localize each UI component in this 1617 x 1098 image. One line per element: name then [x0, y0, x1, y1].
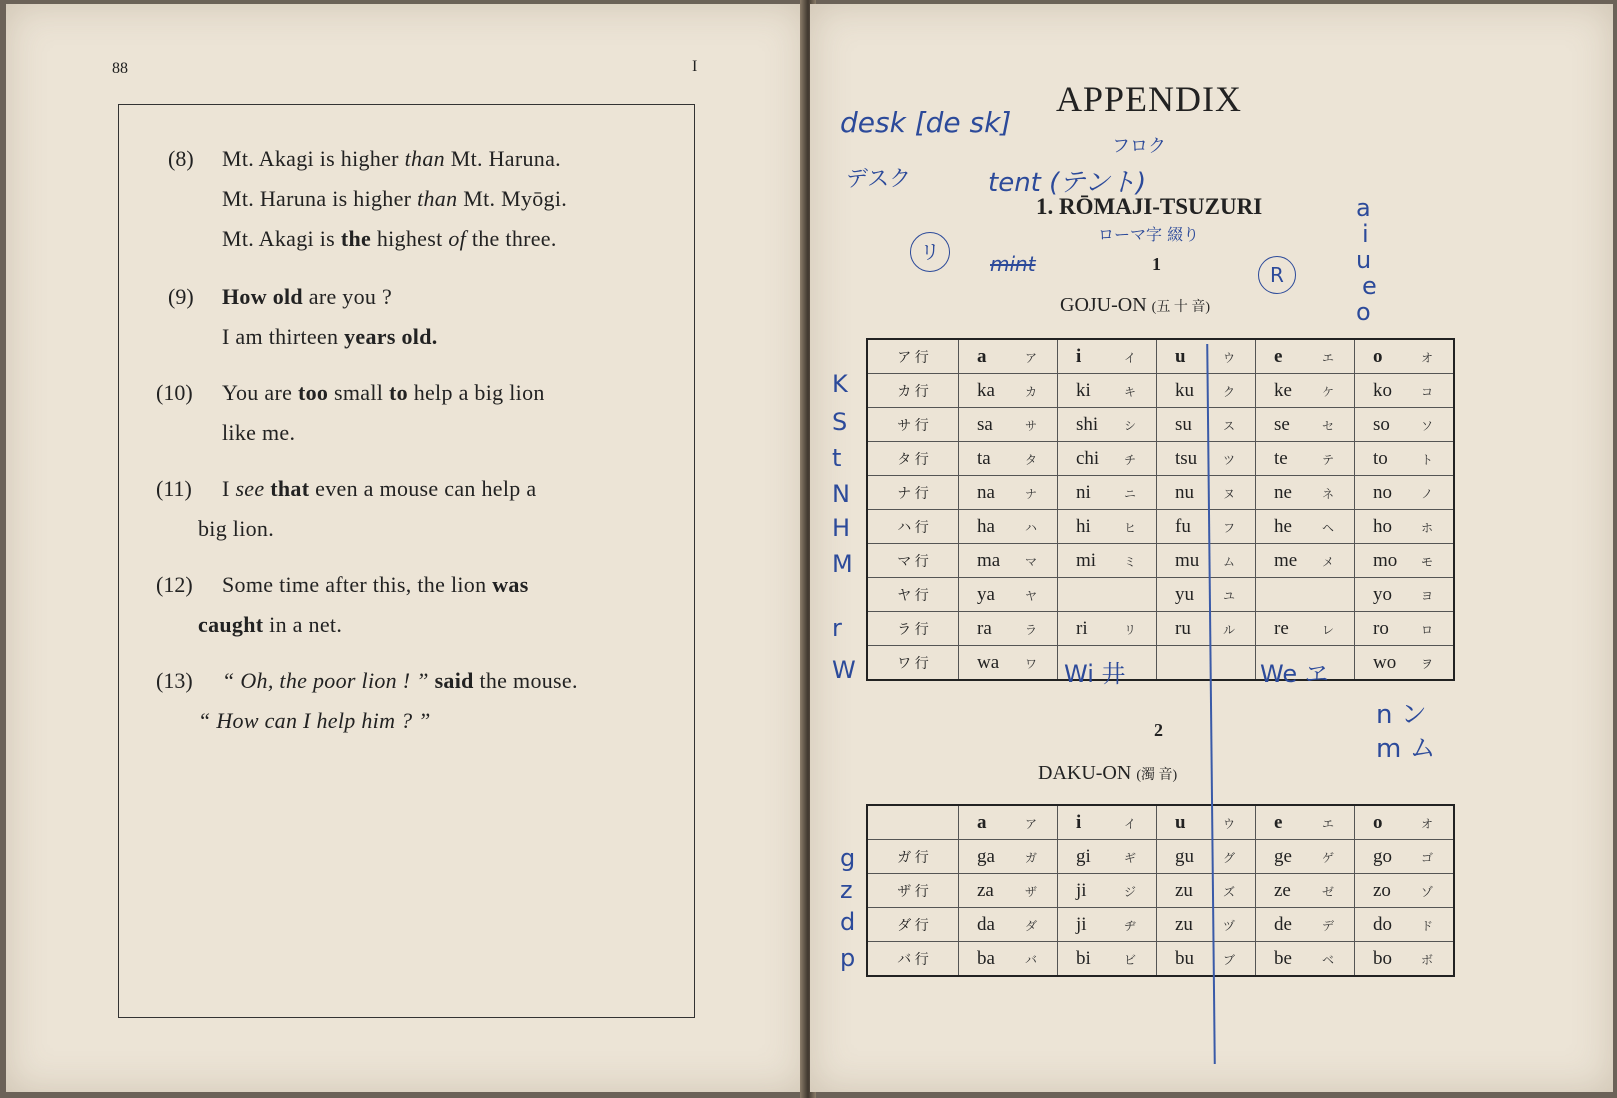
page-number: 88: [112, 60, 128, 77]
kana-cell: mu ム: [1157, 544, 1256, 578]
row-head: ナ 行: [867, 476, 959, 510]
table-row: [867, 942, 1454, 977]
handwritten-n-kana: n ン: [1376, 700, 1427, 730]
handwritten-circle-r: R: [1258, 256, 1296, 294]
handwritten-consonant: N: [832, 480, 850, 508]
kana-cell: ni ニ: [1058, 476, 1157, 510]
left-page: [6, 4, 806, 1092]
sentence-line: caught in a net.: [198, 612, 343, 637]
kana-cell: do ド: [1355, 908, 1455, 942]
kana-cell: no ノ: [1355, 476, 1455, 510]
handwritten-daku-consonant: g: [840, 844, 856, 872]
kana-cell: sa サ: [959, 408, 1058, 442]
kana-cell: [1157, 646, 1256, 681]
kana-cell: wo ヲ: [1355, 646, 1455, 681]
kana-cell: ro ロ: [1355, 612, 1455, 646]
kana-cell: gu グ: [1157, 840, 1256, 874]
kana-cell: hi ヒ: [1058, 510, 1157, 544]
row-head: ザ 行: [867, 874, 959, 908]
right-page: [810, 4, 1613, 1092]
daku-on-table: [866, 804, 1455, 977]
handwritten-circle-ri: リ: [910, 232, 950, 272]
sentence-line: Mt. Akagi is the highest of the three.: [222, 226, 557, 251]
handwritten-consonant: M: [832, 550, 853, 578]
sentence-line: I see that even a mouse can help a: [222, 476, 537, 501]
row-head: マ 行: [867, 544, 959, 578]
kana-cell: ha ハ: [959, 510, 1058, 544]
row-head: ヤ 行: [867, 578, 959, 612]
kana-cell: ze ゼ: [1256, 874, 1355, 908]
handwritten-vowel: u: [1356, 246, 1372, 274]
sentence-line: How old are you ?: [222, 284, 393, 309]
handwritten-romaji-kana: ローマ字 綴り: [1098, 225, 1200, 244]
sentence-line: I am thirteen years old.: [222, 324, 438, 349]
kana-cell: chi チ: [1058, 442, 1157, 476]
kana-cell: ma マ: [959, 544, 1058, 578]
item-number: (11): [156, 476, 192, 501]
header-cell: u ウ: [1157, 339, 1256, 374]
kana-cell: yo ヨ: [1355, 578, 1455, 612]
row-head: カ 行: [867, 374, 959, 408]
sentence-line: “ How can I help him ? ”: [198, 708, 431, 733]
kana-cell: ji ジ: [1058, 874, 1157, 908]
handwritten-tent: tent (テント): [988, 168, 1147, 198]
table-row: [867, 840, 1454, 874]
row-head: ガ 行: [867, 840, 959, 874]
handwritten-desuku: デスク: [846, 167, 912, 192]
sentence-line: Some time after this, the lion was: [222, 572, 529, 597]
kana-cell: zu ズ: [1157, 874, 1256, 908]
handwritten-consonant: W: [832, 656, 856, 684]
handwritten-vowel: a: [1356, 194, 1371, 222]
row-head: バ 行: [867, 942, 959, 977]
header-cell: a ア: [959, 339, 1058, 374]
kana-cell: gi ギ: [1058, 840, 1157, 874]
kana-cell: ge ゲ: [1256, 840, 1355, 874]
handwritten-vowel: i: [1362, 220, 1369, 248]
kana-cell: ga ガ: [959, 840, 1058, 874]
kana-cell: ta タ: [959, 442, 1058, 476]
table1-number: 1: [1152, 254, 1161, 274]
kana-cell: ri リ: [1058, 612, 1157, 646]
table-row: [867, 442, 1454, 476]
table-row: [867, 510, 1454, 544]
kana-cell: zu ヅ: [1157, 908, 1256, 942]
row-head: ラ 行: [867, 612, 959, 646]
kana-cell: nu ヌ: [1157, 476, 1256, 510]
table-row: [867, 476, 1454, 510]
header-mark: I: [692, 58, 698, 75]
kana-cell: bo ボ: [1355, 942, 1455, 977]
kana-cell: de デ: [1256, 908, 1355, 942]
header-cell: i イ: [1058, 339, 1157, 374]
handwritten-consonant: K: [832, 370, 848, 398]
row-head: ア 行: [867, 339, 959, 374]
row-head: ワ 行: [867, 646, 959, 681]
kana-cell: ra ラ: [959, 612, 1058, 646]
table-row: [867, 612, 1454, 646]
header-cell: u ウ: [1157, 805, 1256, 840]
item-number: (13): [156, 668, 193, 693]
row-head: サ 行: [867, 408, 959, 442]
handwritten-consonant: t: [832, 444, 842, 472]
kana-cell: da ダ: [959, 908, 1058, 942]
sentence-line: like me.: [222, 420, 296, 445]
handwritten-we: We ヱ: [1260, 660, 1329, 688]
handwritten-vowel: e: [1362, 272, 1377, 300]
table-row: [867, 408, 1454, 442]
kana-cell: na ナ: [959, 476, 1058, 510]
row-head: ハ 行: [867, 510, 959, 544]
handwritten-vowel: o: [1356, 298, 1371, 326]
handwritten-daku-consonant: p: [840, 944, 856, 972]
table-row: [867, 646, 1454, 681]
kana-cell: he ヘ: [1256, 510, 1355, 544]
kana-cell: za ザ: [959, 874, 1058, 908]
kana-cell: shi シ: [1058, 408, 1157, 442]
sentence-line: Mt. Haruna is higher than Mt. Myōgi.: [222, 186, 568, 211]
kana-cell: me メ: [1256, 544, 1355, 578]
handwritten-mint: mint: [990, 252, 1036, 276]
header-cell: i イ: [1058, 805, 1157, 840]
sentence-line: big lion.: [198, 516, 275, 541]
handwritten-consonant: S: [832, 408, 848, 436]
table-row: [867, 578, 1454, 612]
kana-cell: re レ: [1256, 612, 1355, 646]
handwritten-m-kana: m ム: [1376, 734, 1436, 764]
kana-cell: ka カ: [959, 374, 1058, 408]
kana-cell: wa ワ: [959, 646, 1058, 681]
kana-cell: yu ユ: [1157, 578, 1256, 612]
kana-cell: fu フ: [1157, 510, 1256, 544]
appendix-title: APPENDIX: [1056, 79, 1243, 119]
table-row: [867, 374, 1454, 408]
kana-cell: ne ネ: [1256, 476, 1355, 510]
table2-caption: DAKU-ON (濁 音): [1038, 762, 1178, 784]
table-row: [867, 874, 1454, 908]
section-title: 1. RŌMAJI-TSUZURI: [1036, 194, 1263, 219]
header-cell: o オ: [1355, 805, 1455, 840]
kana-cell: ko コ: [1355, 374, 1455, 408]
kana-cell: mi ミ: [1058, 544, 1157, 578]
item-number: (9): [168, 284, 194, 309]
kana-cell: te テ: [1256, 442, 1355, 476]
kana-cell: [1058, 578, 1157, 612]
table2-number: 2: [1154, 720, 1163, 740]
header-cell: a ア: [959, 805, 1058, 840]
item-number: (12): [156, 572, 193, 597]
kana-cell: ke ケ: [1256, 374, 1355, 408]
goju-on-table: [866, 338, 1455, 681]
header-cell: e エ: [1256, 339, 1355, 374]
kana-cell: ya ヤ: [959, 578, 1058, 612]
kana-cell: ji ヂ: [1058, 908, 1157, 942]
kana-cell: bu ブ: [1157, 942, 1256, 977]
handwritten-consonant: r: [832, 614, 842, 642]
row-head: ダ 行: [867, 908, 959, 942]
kana-cell: mo モ: [1355, 544, 1455, 578]
kana-cell: tsu ツ: [1157, 442, 1256, 476]
handwritten-desk: desk [de sk]: [840, 106, 1012, 139]
sentence-line: Mt. Akagi is higher than Mt. Haruna.: [222, 146, 561, 171]
kana-cell: su ス: [1157, 408, 1256, 442]
kana-cell: ku ク: [1157, 374, 1256, 408]
sentence-line: “ Oh, the poor lion ! ” said the mouse.: [222, 668, 578, 693]
table-row: [867, 908, 1454, 942]
kana-cell: zo ゾ: [1355, 874, 1455, 908]
row-head: [867, 805, 959, 840]
row-head: タ 行: [867, 442, 959, 476]
kana-cell: go ゴ: [1355, 840, 1455, 874]
handwritten-furoku: フロク: [1112, 136, 1166, 157]
kana-cell: to ト: [1355, 442, 1455, 476]
header-cell: o オ: [1355, 339, 1455, 374]
handwritten-consonant: H: [832, 514, 851, 542]
table1-caption: GOJU-ON (五 十 音): [1060, 294, 1210, 316]
kana-cell: be ベ: [1256, 942, 1355, 977]
kana-cell: bi ビ: [1058, 942, 1157, 977]
kana-cell: [1256, 578, 1355, 612]
handwritten-daku-consonant: z: [840, 876, 853, 904]
handwritten-daku-consonant: d: [840, 908, 856, 936]
sentence-line: You are too small to help a big lion: [222, 380, 545, 405]
kana-cell: ru ル: [1157, 612, 1256, 646]
kana-cell: ba バ: [959, 942, 1058, 977]
header-cell: e エ: [1256, 805, 1355, 840]
table-row: [867, 544, 1454, 578]
kana-cell: ki キ: [1058, 374, 1157, 408]
kana-cell: so ソ: [1355, 408, 1455, 442]
kana-cell: se セ: [1256, 408, 1355, 442]
item-number: (8): [168, 146, 194, 171]
kana-cell: ho ホ: [1355, 510, 1455, 544]
handwritten-wi: Wi 井: [1064, 660, 1126, 688]
item-number: (10): [156, 380, 193, 405]
